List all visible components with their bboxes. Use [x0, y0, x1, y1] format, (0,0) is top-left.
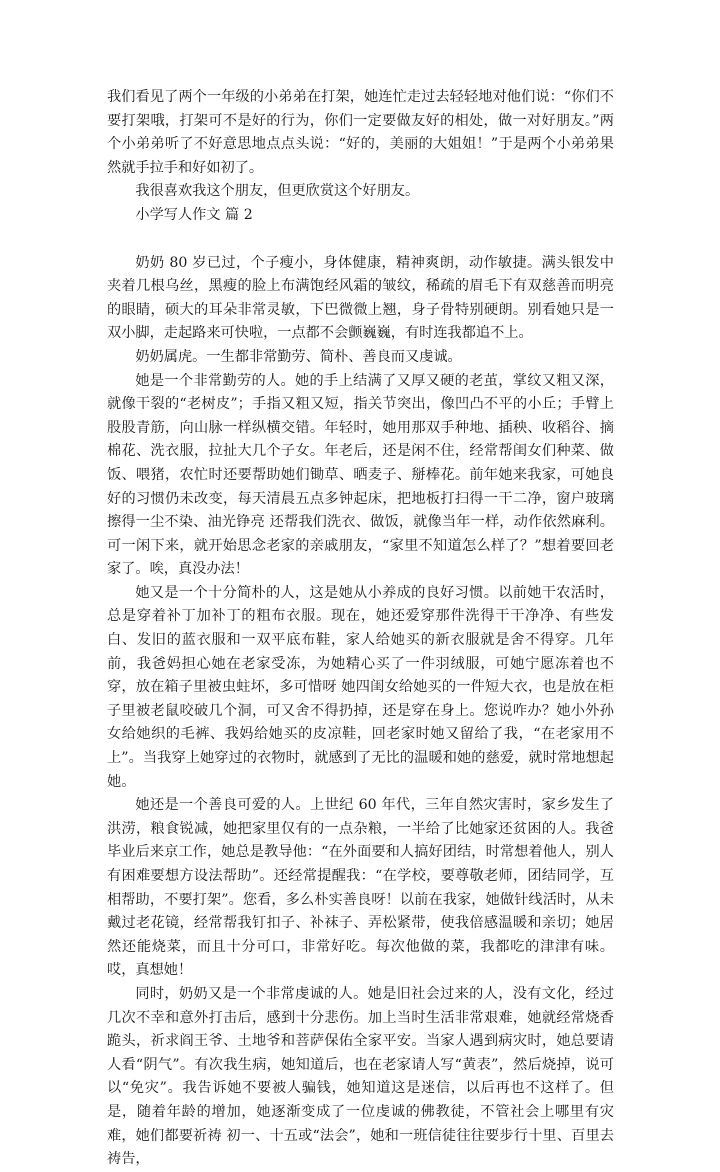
- document-body: [107, 86, 614, 1172]
- paragraph-brothers-fight: 我们看见了两个一年级的小弟弟在打架，她连忙走过去轻轻地对他们说：“你们不要打架哦，打架可不是好的行为，你们一定要做友好的相处，做一对好朋友。”两个小弟弟听了不好意思地点点头说：“好的，美丽的大姐姐！”于是两个小弟弟果然就手拉手和好如初了。: [107, 89, 614, 176]
- paragraph-kind: 她还是一个善良可爱的人。上世纪 60 年代，三年自然灾害时，家乡发生了洪涝，粮食锐减，她把家里仅有的一点杂粮，一半给了比她家还贫困的人。我爸毕业后来京工作，她总是教导他：“在外面要和人搞好团结，时常想着他人，别人有困难要想方设法帮助”。还经常提醒我：“在学校，要尊敬老师，团结同学，互相帮助，不要打架”。您看，多么朴实善良呀！以前在我家，她做针线活时，从未戴过老花镜，经常帮我钉扣子、补袜子、弄松紧带，使我倍感温暖和亲切；她居然还能烧菜，而且十分可口，非常好吃。每次他做的菜，我都吃的津津有味。哎，真想她！: [107, 797, 614, 979]
- paragraph-diligent: 她是一个非常勤劳的人。她的手上结满了又厚又硬的老茧，掌纹又粗又深，就像干裂的“老树皮”；手指又粗又短，指关节突出，像凹凸不平的小丘；手臂上股股青筋，向山脉一样纵横交错。年轻时，她用那双手种地、插秧、收稻谷、摘棉花、洗衣服，拉扯大几个子女。年老后，还是闲不住，经常帮闺女们种菜、做饭、喂猪，农忙时还要帮助她们锄草、晒麦子、掰棒花。前年她来我家，可她良好的习惯仍未改变，每天清晨五点多钟起床，把地板打扫得一干二净，窗户玻璃擦得一尘不染、油光铮亮 还帮我们洗衣、做饭，就像当年一样，动作依然麻利。可一闲下来，就开始思念老家的亲戚朋友，“家里不知道怎么样了？”想着要回老家了。唉，真没办法！: [107, 372, 614, 578]
- section-heading: 小学写人作文 篇 2: [135, 206, 253, 223]
- paragraph-grandma-intro: 奶奶 80 岁已过，个子瘦小，身体健康，精神爽朗，动作敏捷。满头银发中夹着几根乌丝，黑瘦的脸上布满饱经风霜的皱纹，稀疏的眉毛下有双慈善而明亮的眼睛，硕大的耳朵非常灵敏，下巴微微上翘，身子骨特别硬朗。别看她只是一双小脚，走起路来可快啦，一点都不会颤巍巍，有时连我都追不上。: [107, 254, 614, 342]
- paragraph-like-friend: 我很喜欢我这个朋友，但更欣赏这个好朋友。: [135, 183, 420, 200]
- paragraph-frugal: 她又是一个十分简朴的人，这是她从小养成的良好习惯。以前她干农活时，总是穿着补丁加补丁的粗布衣服。现在，她还爱穿那件洗得干干净净、有些发白、发旧的蓝衣服和一双平底布鞋，家人给她买的新衣服就是舍不得穿。几年前，我爸妈担心她在老家受冻，为她精心买了一件羽绒服，可她宁愿冻着也不穿，放在箱子里被虫蛀坏，多可惜呀 她四闺女给她买的一件短大衣，也是放在柜子里被老鼠咬破几个洞，可又舍不得扔掉，还是穿在身上。您说咋办？她小外孙女给她织的毛裤、我妈给她买的皮凉鞋，回老家时她又留给了我，“在老家用不上”。当我穿上她穿过的衣物时，就感到了无比的温暖和她的慈爱，就时常地想起她。: [107, 584, 614, 790]
- paragraph-devout: 同时，奶奶又是一个非常虔诚的人。她是旧社会过来的人，没有文化，经过几次不幸和意外打击后，感到十分悲伤。加上当时生活非常艰难，她就经常烧香跪头，祈求阎王爷、土地爷和菩萨保佑全家平安。当家人遇到病灾时，她总要请人看“阴气”。有次我生病，她知道后，也在老家请人写“黄表”，然后烧掉，说可以“免灾”。我告诉她不要被人骗钱，她知道这是迷信，以后再也不这样了。但是，随着年龄的增加，她逐渐变成了一位虔诚的佛教徒，不管社会上哪里有灾难，她们都要祈祷 初一、十五或“法会”，她和一班信徒往往要步行十里、百里去祷告，: [107, 985, 614, 1168]
- paragraph-grandma-traits: 奶奶属虎。一生都非常勤劳、简朴、善良而又虔诚。: [135, 348, 462, 365]
